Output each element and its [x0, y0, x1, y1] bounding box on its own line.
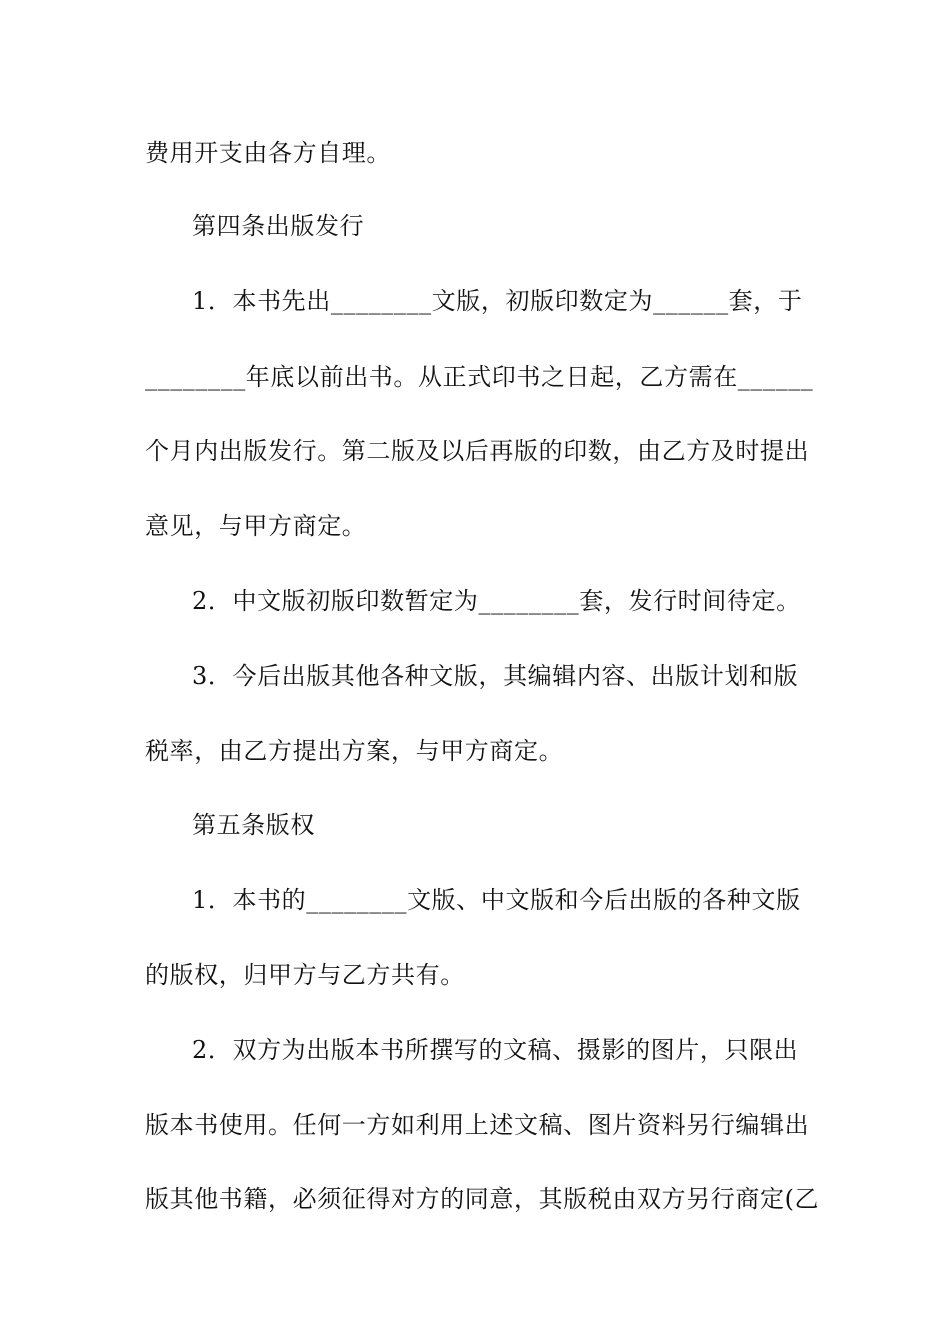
paragraph-line: 费用开支由各方自理。: [145, 139, 391, 167]
paragraph-line: 个月内出版发行。第二版及以后再版的印数，由乙方及时提出: [145, 437, 810, 465]
paragraph-line: 1．本书先出________文版，初版印数定为______套，于: [192, 287, 803, 315]
paragraph-line: 税率，由乙方提出方案，与甲方商定。: [145, 737, 564, 765]
paragraph-line: 意见，与甲方商定。: [145, 512, 367, 540]
paragraph-line: 的版权，归甲方与乙方共有。: [145, 961, 465, 989]
paragraph-line: 版本书使用。任何一方如利用上述文稿、图片资料另行编辑出: [145, 1111, 810, 1139]
paragraph-line: ________年底以前出书。从正式印书之日起，乙方需在______: [145, 363, 814, 391]
paragraph-line: 2．双方为出版本书所撰写的文稿、摄影的图片，只限出: [192, 1036, 799, 1064]
section-heading: 第四条出版发行: [192, 212, 365, 240]
paragraph-line: 1．本书的________文版、中文版和今后出版的各种文版: [192, 886, 801, 914]
paragraph-line: 3．今后出版其他各种文版，其编辑内容、出版计划和版: [192, 662, 799, 690]
section-heading: 第五条版权: [192, 811, 315, 839]
paragraph-line: 版其他书籍，必须征得对方的同意，其版税由双方另行商定(乙: [145, 1185, 820, 1213]
paragraph-line: 2．中文版初版印数暂定为________套，发行时间待定。: [192, 587, 801, 615]
